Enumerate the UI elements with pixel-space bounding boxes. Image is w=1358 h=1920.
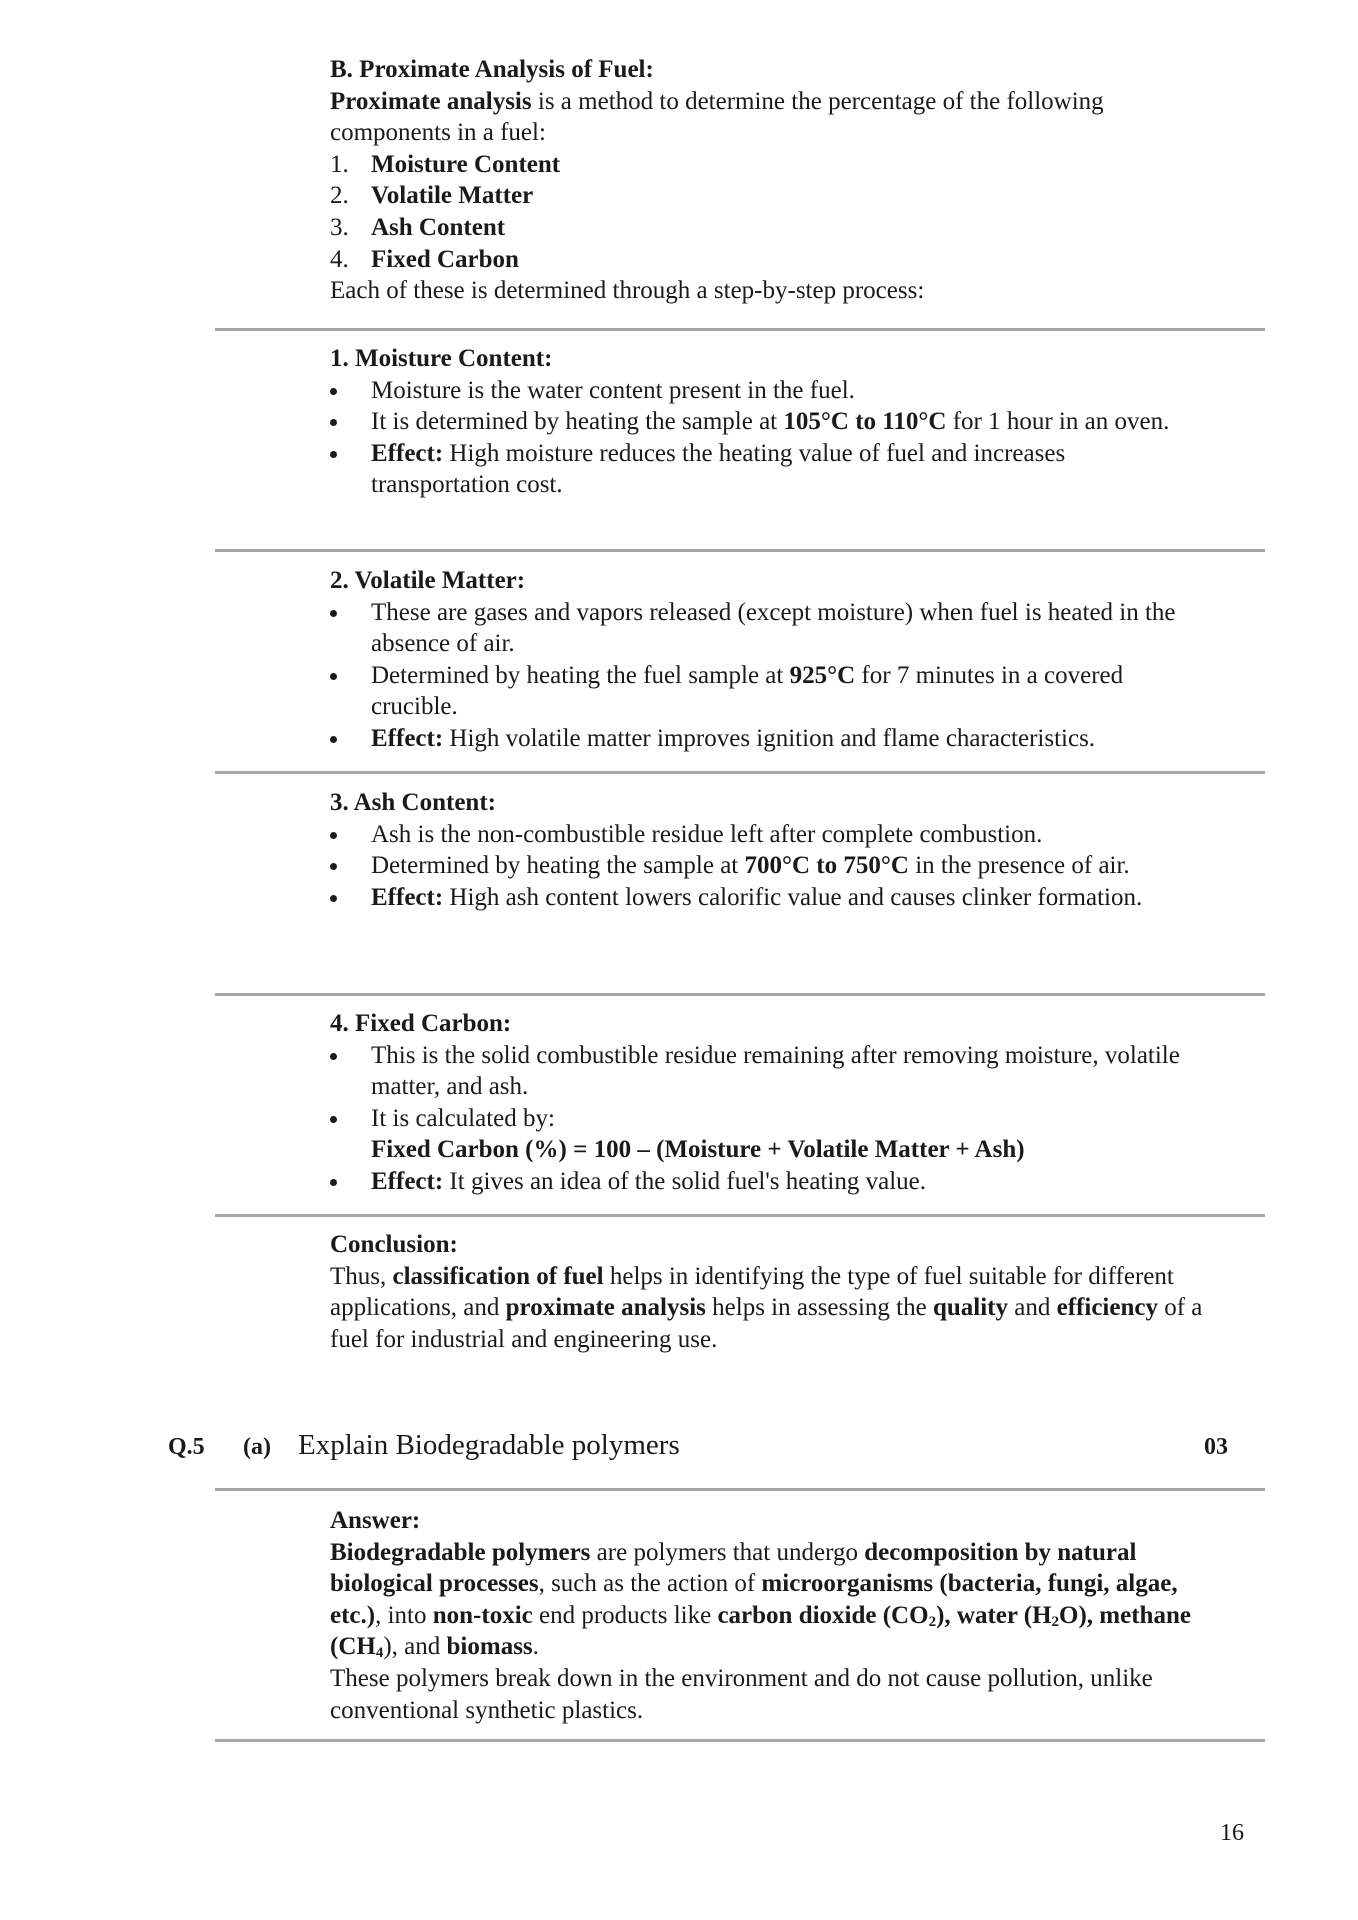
bullet-item: Ash is the non-combustible residue left after complete combustion. bbox=[330, 819, 1210, 851]
bullet-item: Effect: High ash content lowers calorific value and causes clinker formation. bbox=[330, 882, 1210, 914]
answer-block bbox=[330, 1505, 1210, 1726]
block-heading: Conclusion: bbox=[330, 1231, 458, 1258]
section-heading: B. Proximate Analysis of Fuel: bbox=[330, 56, 654, 83]
divider bbox=[215, 1739, 1265, 1742]
list-item: 1. Moisture Content bbox=[330, 150, 561, 178]
question-marks: 03 bbox=[1204, 1434, 1228, 1460]
question-number: Q.5 bbox=[168, 1434, 205, 1460]
fixed-carbon-block bbox=[330, 1008, 1210, 1198]
conclusion-block bbox=[330, 1229, 1210, 1355]
list-item: 2. Volatile Matter bbox=[330, 182, 534, 210]
bullet-item: This is the solid combustible residue remaining after removing moisture, volatile matter, and ash. bbox=[330, 1040, 1210, 1103]
question-text: Explain Biodegradable polymers bbox=[298, 1429, 680, 1461]
block-heading: 2. Volatile Matter: bbox=[330, 567, 526, 594]
components-list bbox=[330, 149, 1210, 275]
question-subpart: (a) bbox=[243, 1434, 271, 1460]
moisture-block bbox=[330, 343, 1210, 501]
volatile-matter-block bbox=[330, 565, 1210, 755]
proximate-analysis-section bbox=[330, 54, 1210, 307]
answer-paragraph: Biodegradable polymers are polymers that undergo decomposition by natural biological processes, such as the action of microorganisms (bacteria, fungi, algae, etc.), into non-toxic end products like carbon dioxide $(CO_2)$, water $(H_2O)$, methane $(CH_4)$, and biomass. bbox=[330, 1538, 1191, 1662]
bullet-item: Effect: It gives an idea of the solid fuel's heating value. bbox=[330, 1166, 1210, 1198]
list-item: 3. Ash Content bbox=[330, 213, 506, 241]
bullet-item: It is calculated by: Fixed Carbon (%) = 100 – (Moisture + Volatile Matter + Ash) bbox=[330, 1103, 1210, 1166]
block-heading: 1. Moisture Content: bbox=[330, 345, 553, 372]
ash-content-block bbox=[330, 787, 1210, 913]
bullet-item: Determined by heating the fuel sample at 925°C for 7 minutes in a covered crucible. bbox=[330, 660, 1210, 723]
question-row bbox=[0, 1430, 1358, 1466]
bullet-item: Effect: High volatile matter improves ignition and flame characteristics. bbox=[330, 723, 1210, 755]
bullet-item: Effect: High moisture reduces the heating value of fuel and increases transportation cost. bbox=[330, 438, 1210, 501]
outro-text: Each of these is determined through a step-by-step process: bbox=[330, 277, 925, 305]
block-heading: Answer: bbox=[330, 1507, 421, 1534]
formula: Fixed Carbon (%) = 100 – (Moisture + Volatile Matter + Ash) bbox=[371, 1136, 1025, 1164]
block-heading: 4. Fixed Carbon: bbox=[330, 1010, 512, 1037]
divider bbox=[215, 1488, 1265, 1491]
divider bbox=[215, 1214, 1265, 1217]
conclusion-paragraph: Thus, classification of fuel helps in identifying the type of fuel suitable for different applications, and proximate analysis helps in assessing the quality and efficiency of a fuel for industrial and engineering use. bbox=[330, 1262, 1203, 1353]
divider bbox=[215, 993, 1265, 996]
divider bbox=[215, 328, 1265, 331]
bullet-item: These are gases and vapors released (except moisture) when fuel is heated in the absence of air. bbox=[330, 597, 1210, 660]
block-heading: 3. Ash Content: bbox=[330, 789, 496, 816]
divider bbox=[215, 549, 1265, 552]
bullet-item: Moisture is the water content present in the fuel. bbox=[330, 375, 1210, 407]
bullet-item: Determined by heating the sample at 700°C to 750°C in the presence of air. bbox=[330, 850, 1210, 882]
intro-paragraph: Proximate analysis is a method to determine the percentage of the following components in a fuel: bbox=[330, 87, 1104, 147]
divider bbox=[215, 771, 1265, 774]
list-item: 4. Fixed Carbon bbox=[330, 245, 519, 273]
answer-paragraph-2: These polymers break down in the environment and do not cause pollution, unlike conventional synthetic plastics. bbox=[330, 1664, 1153, 1724]
bullet-item: It is determined by heating the sample at 105°C to 110°C for 1 hour in an oven. bbox=[330, 406, 1210, 438]
page-number: 16 bbox=[1220, 1820, 1244, 1846]
